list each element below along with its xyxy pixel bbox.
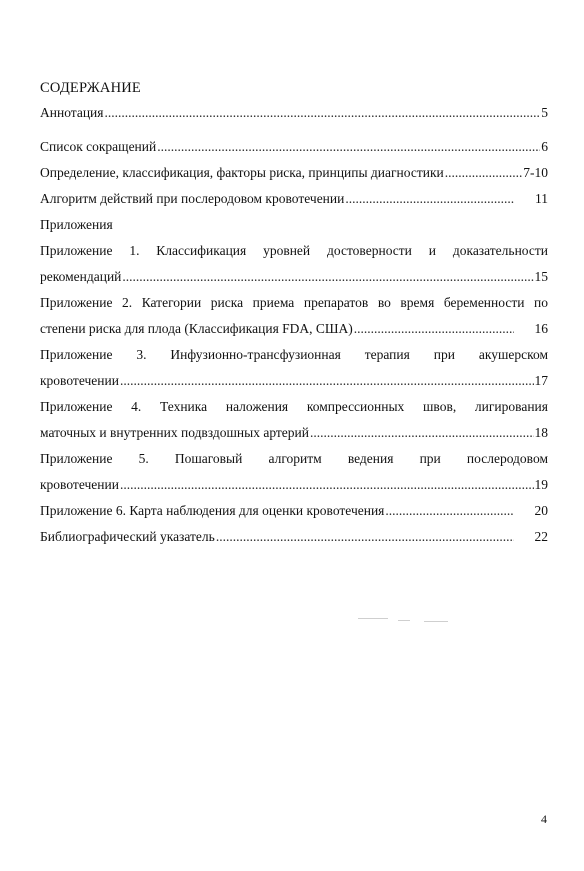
dot-leader (157, 134, 540, 160)
toc-entry-title-line1: Приложение 5. Пошаговый алгоритм ведения при послеродовом (40, 451, 548, 466)
toc-entry-appendix-2 (40, 290, 548, 342)
toc-entry-abbreviations (40, 134, 548, 160)
toc-entry-annotation (40, 100, 548, 126)
scan-artifact (398, 620, 410, 621)
dot-leader (385, 498, 513, 524)
toc-entry-appendix-5 (40, 446, 548, 498)
dot-leader (310, 420, 534, 446)
toc-entry-page: 20 (534, 503, 548, 518)
toc-entry-title: Определение, классификация, факторы риска, принципы диагностики (40, 165, 444, 180)
toc-entry-title-line1: Приложение 3. Инфузионно-трансфузионная терапия при акушерском (40, 347, 548, 362)
toc-entry-page: 18 (534, 425, 548, 440)
toc-entry-page: 7-10 (523, 165, 548, 180)
toc-entry-title: Приложение 6. Карта наблюдения для оценки кровотечения (40, 503, 385, 518)
toc-entry-appendix-6 (40, 498, 548, 524)
toc-entry-title-line2: рекомендаций (40, 269, 122, 284)
toc-entry-title: Аннотация (40, 105, 104, 120)
toc-entry-page: 16 (534, 321, 548, 336)
toc-entry-page: 11 (535, 191, 548, 206)
dot-leader (216, 524, 514, 550)
toc-entry-page: 19 (534, 477, 548, 492)
toc-entry-title: Список сокращений (40, 139, 157, 154)
toc-entry-title-line1: Приложение 1. Классификация уровней достоверности и доказательности (40, 243, 548, 258)
toc-entry-algorithm (40, 186, 548, 212)
toc-entry-page: 5 (541, 105, 548, 120)
toc-entry-title-line2: маточных и внутренних подвздошных артерий (40, 425, 309, 440)
dot-leader (120, 368, 534, 394)
toc-entry-title-line1: Приложение 2. Категории риска приема препаратов во время беременности по (40, 295, 548, 310)
dot-leader (105, 100, 541, 126)
toc-section-appendices (40, 212, 548, 238)
page-number: 4 (541, 812, 547, 826)
toc-entry-appendix-1 (40, 238, 548, 290)
toc-entry-page: 15 (534, 269, 548, 284)
dot-leader (120, 472, 534, 498)
contents-heading: СОДЕРЖАНИЕ (40, 80, 141, 96)
toc-entry-title-line1: Приложение 4. Техника наложения компрессионных швов, лигирования (40, 399, 548, 414)
table-of-contents (40, 100, 548, 550)
toc-entry-page: 6 (541, 139, 548, 154)
dot-leader (345, 186, 514, 212)
toc-entry-page: 17 (534, 373, 548, 388)
toc-entry-title: Библиографический указатель (40, 529, 215, 544)
dot-leader (445, 160, 522, 186)
toc-entry-bibliography (40, 524, 548, 550)
toc-entry-title-line2: степени риска для плода (Классификация FDA, США) (40, 321, 353, 336)
toc-entry-title-line2: кровотечении (40, 373, 119, 388)
scan-artifact (424, 621, 448, 622)
toc-entry-appendix-4 (40, 394, 548, 446)
toc-entry-page: 22 (534, 529, 548, 544)
dot-leader (122, 264, 533, 290)
toc-entry-appendix-3 (40, 342, 548, 394)
toc-entry-title-line2: кровотечении (40, 477, 119, 492)
toc-entry-definition (40, 160, 548, 186)
dot-leader (354, 316, 514, 342)
scan-artifact (358, 618, 388, 619)
toc-entry-title: Алгоритм действий при послеродовом кровотечении (40, 191, 345, 206)
toc-section-title: Приложения (40, 217, 113, 232)
